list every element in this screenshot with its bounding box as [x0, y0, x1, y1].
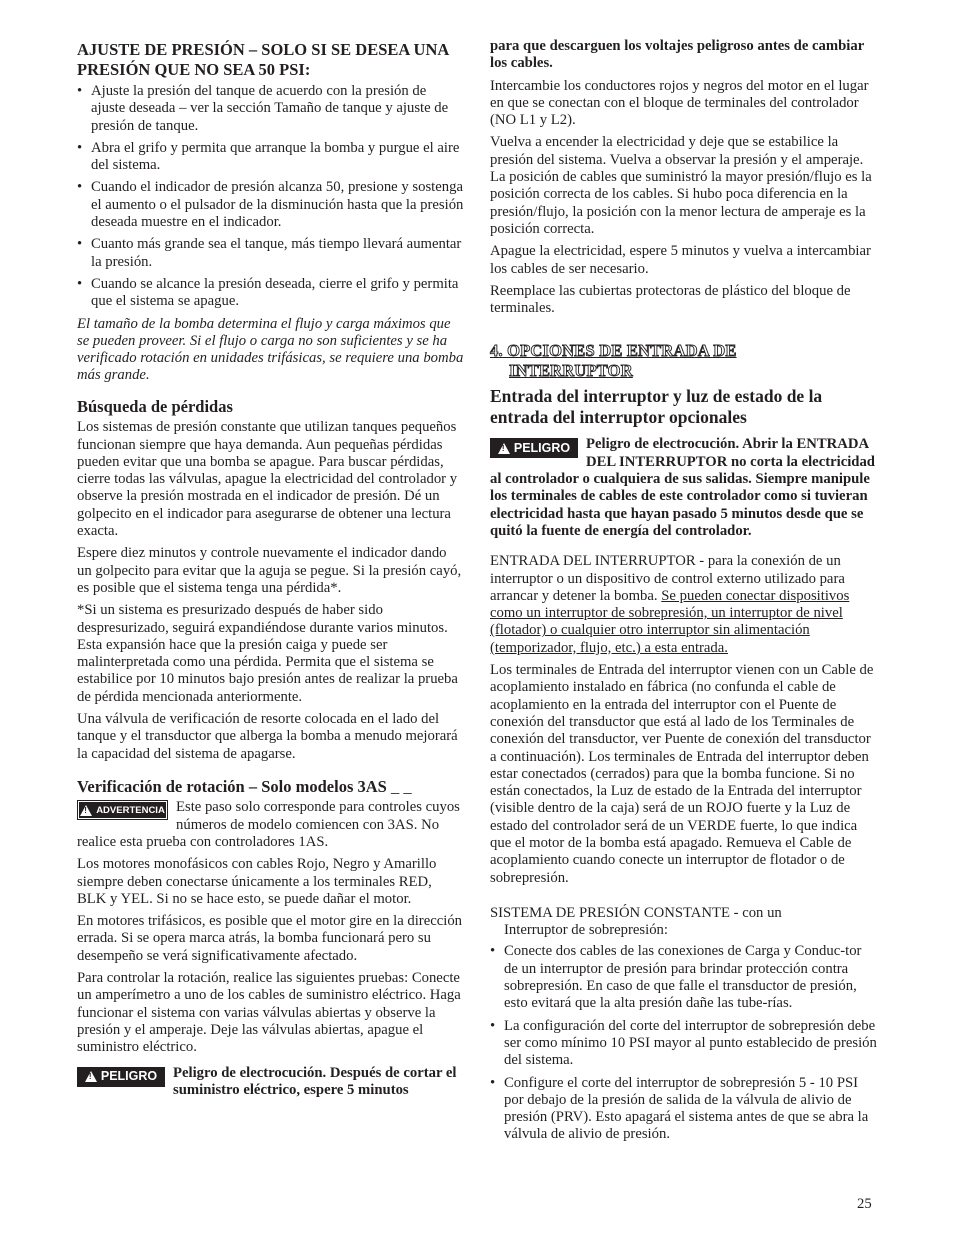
- list-item: • Ajuste la presión del tanque de acuerdo con la presión de ajuste deseada – ver la sección Tamaño de tanque y ajuste de presión de tanque.: [77, 83, 464, 135]
- switch-input-paragraph: [490, 553, 877, 657]
- list-item: • Cuando se alcance la presión deseada, cierre el grifo y permita que el sistema se apague.: [77, 276, 464, 311]
- list-item: • Abra el grifo y permita que arranque la bomba y purgue el aire del sistema.: [77, 140, 464, 175]
- section-title-line-1: 4. OPCIONES DE ENTRADA DE: [490, 341, 737, 361]
- peligro-text: PELIGRO: [513, 440, 571, 455]
- pump-size-note: El tamaño de la bomba determina el flujo y carga máximos que se pueden proveer. Si el flujo o carga no son suficientes y se ha verificado rotación en unidades trifásicas, se requiere una bomba más grande.: [77, 315, 464, 384]
- list-item: • La configuración del corte del interruptor de sobrepresión debe ser como mínimo 10 PSI mayor al punto establecido de presión del sistema.: [490, 1018, 877, 1070]
- leak-search-heading: Búsqueda de pérdidas: [77, 396, 233, 416]
- list-item: • Cuanto más grande sea el tanque, más tiempo llevará aumentar la presión.: [77, 236, 464, 271]
- warning-triangle-icon: [80, 805, 92, 816]
- danger-text: Peligro de electrocución. Abrir la ENTRADA DEL INTERRUPTOR no corta la electricidad al controlador o cualquiera de sus salidas. Siempre manipule los terminales de cables de este controlador como si tuvieran electricidad hasta que hayan pasado 5 minutos desde que se quitó la fuente de energía del controlador.: [490, 436, 875, 539]
- list-item: • Cuando el indicador de presión alcanza 50, presione y sostenga el aumento o el pulsador de la disminución hasta que la presión deseada muestre en el indicador.: [77, 179, 464, 231]
- paragraph: Una válvula de verificación de resorte colocada en el lado del tanque y el transductor que alberga la bomba a menudo mejorará la capacidad del sistema de apagarse.: [77, 711, 458, 762]
- paragraph: Los terminales de Entrada del interruptor vienen con un Cable de acoplamiento instalado en fábrica (no confunda el cable de acoplamiento en la entrada del interruptor con el Puente de conexión del transductor que está al lado de los Terminales de conexión del transductor, ver Puente de conexión del transductor a continuación). Los terminales de Entrada del interruptor deben estar conectados (cerrados) para que la bomba funcione. Si no están conectados, la Luz de estado de la Entrada del interruptor (visible dentro de la caja) será de un ROJO fuerte y la Luz de estado del controlador será de un VERDE fuerte, lo que indica que el motor de la bomba está apagado. Remueva el Cable de acoplamiento cuando conecte un interruptor de flotador o de sobrepresión.: [490, 662, 874, 886]
- paragraph: Los sistemas de presión constante que utilizan tanques pequeños funcionan siempre que haya demanda. Aun pequeñas pérdidas pueden evitar que una bomba se apague. Para buscar pérdidas, cierre todas las válvulas, apague la electricidad del controlador y observe la presión mostrada en el indicador de presión. Dé un golpecito en el indicador para asegurarse de obtener una lectura exacta.: [77, 419, 458, 540]
- paragraph: Intercambie los conductores rojos y negros del motor en el lugar en que se conectan con el bloque de terminales del controlador (NO L1 y L2).: [490, 77, 869, 129]
- switch-input-text: ENTRADA DEL INTERRUPTOR - para la conexión de un interruptor o un dispositivo de control externo utilizado para arrancar y detener la bomba.: [490, 553, 845, 604]
- advertencia-label: [77, 800, 168, 820]
- section-4-heading: [490, 341, 877, 380]
- danger-text: Peligro de electrocución. Después de cortar el suministro eléctrico, espere 5 minutos: [173, 1064, 457, 1098]
- warning-block: [77, 799, 464, 851]
- system-heading: [490, 905, 877, 940]
- paragraph: En motores trifásicos, es posible que el motor gire en la dirección errada. Si se opera marca atrás, la bomba funcionará pero su desempeño se verá significativamente afectado.: [77, 913, 463, 964]
- switch-input-underlined: Se pueden conectar dispositivos como un interruptor de sobrepresión, un interruptor de nivel (flotador) o cualquier otro interruptor sin alimentación (temporizador, flujo, etc.) a esta entrada.: [490, 587, 850, 656]
- rotation-heading: Verificación de rotación – Solo modelos 3AS _ _: [77, 776, 412, 796]
- list-item: • Conecte dos cables de las conexiones de Carga y Conduc-tor de un interruptor de presión para brindar protección contra sobrepresión. En caso de que falle el transductor de presión, esto evitará que la alta presión dañe las tube-rías.: [490, 943, 877, 1012]
- danger-continuation: para que descarguen los voltajes peligroso antes de cambiar los cables.: [490, 38, 864, 72]
- paragraph: Apague la electricidad, espere 5 minutos y vuelva a intercambiar los cables de ser necesario.: [490, 243, 871, 277]
- peligro-label: [490, 438, 578, 458]
- left-column: [77, 38, 464, 1104]
- warning-triangle-icon: [498, 443, 510, 454]
- peligro-text: PELIGRO: [100, 1068, 158, 1083]
- paragraph: Espere diez minutos y controle nuevamente el indicador dando un golpecito para evitar que la aguja se pegue. Si la presión cayó, es posible que el sistema tenga una pérdida*.: [77, 545, 462, 596]
- paragraph: Vuelva a encender la electricidad y deje que se estabilice la presión del sistema. Vuelva a observar la presión y el amperaje. La posición de cables que suministró la mayor presión/flujo es la posición correcta de los cables. Si hubo poca diferencia en la presión/flujo, la posición con la menor lectura de amperaje es la posición correcta.: [490, 134, 872, 237]
- paragraph: Para controlar la rotación, realice las siguientes pruebas: Conecte un amperímetro a uno de los cables de suministro eléctrico. Haga funcionar el sistema con varias válvulas abiertas y observe la presión y el amperaje. Deje las válvulas abiertas, apague el suministro eléctrico.: [77, 970, 461, 1056]
- paragraph: Reemplace las cubiertas protectoras de plástico del bloque de terminales.: [490, 282, 851, 317]
- warning-text: Este paso solo corresponde para controles cuyos números de modelo comiencen con 3AS. No realice esta prueba con controladores 1AS.: [77, 799, 460, 850]
- paragraph: Los motores monofásicos con cables Rojo, Negro y Amarillo siempre deben conectarse únicamente a los terminales RED, BLK y YEL. Si no se hace esto, se puede dañar el motor.: [77, 856, 437, 907]
- system-list: [490, 943, 877, 1143]
- right-column: [490, 38, 877, 1149]
- danger-block: [490, 436, 877, 540]
- pressure-adjust-heading: AJUSTE DE PRESIÓN – SOLO SI SE DESEA UNA PRESIÓN QUE NO SEA 50 PSI:: [77, 40, 449, 79]
- danger-block: [77, 1065, 464, 1100]
- paragraph: *Si un sistema es presurizado después de haber sido despresurizado, seguirá expandiéndose durante varios minutos. Esta expansión hace que la presión caiga y puede ser malinterpretada como una pérdida. Permita que el sistema se estabilice por 10 minutos bajo presión antes de realizar la prueba de pérdida mencionada anteriormente.: [77, 602, 458, 705]
- section-title-line-2: INTERRUPTOR: [509, 360, 633, 380]
- pressure-adjust-list: [77, 83, 464, 311]
- advertencia-text: ADVERTENCIA: [96, 804, 165, 816]
- system-heading-line-2: Interruptor de sobrepresión:: [504, 922, 668, 939]
- list-item: • Configure el corte del interruptor de sobrepresión 5 - 10 PSI por debajo de la presión de salida de la válvula de alivio de presión (PRV). Esto apagará el sistema antes de que se abra la válvula de alivio de presión.: [490, 1075, 877, 1144]
- page-number: 25: [857, 1196, 872, 1212]
- warning-triangle-icon: [85, 1071, 97, 1082]
- rotation-heading-text: Verificación de rotación – Solo modelos 3AS: [77, 776, 387, 796]
- peligro-label: [77, 1067, 165, 1087]
- switch-input-subheading: Entrada del interruptor y luz de estado de la entrada del interruptor opcionales: [490, 386, 823, 428]
- system-heading-line-1: SISTEMA DE PRESIÓN CONSTANTE - con un: [490, 904, 782, 921]
